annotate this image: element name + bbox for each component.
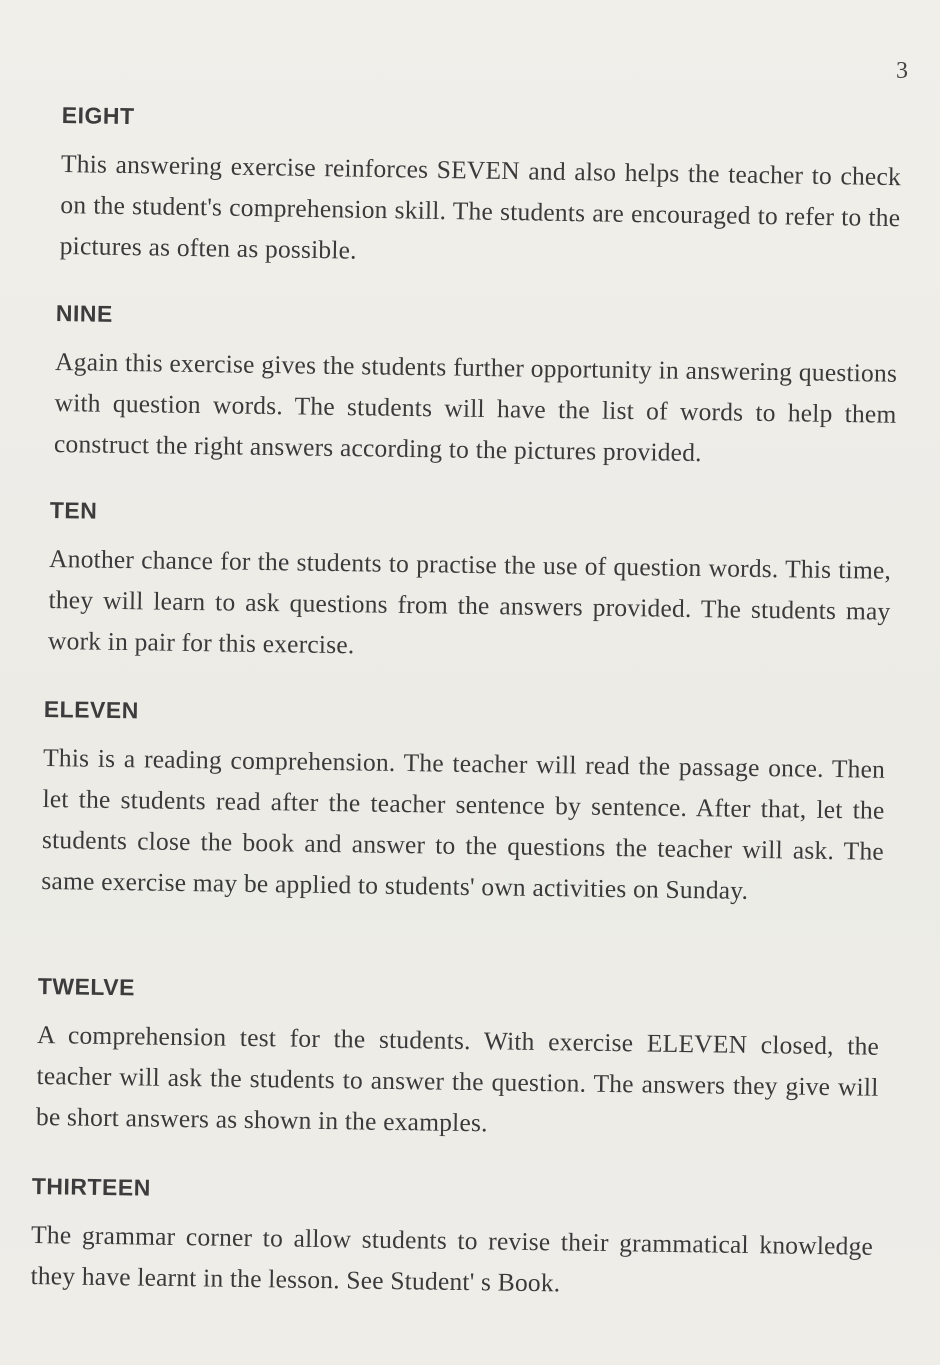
section-thirteen (30, 1173, 874, 1308)
section-text: Another chance for the students to practise the use of question words. This time, they will learn to ask questions from the answers provided. The students may work in pair for this exercise. (47, 543, 892, 660)
section-heading: TEN (49, 497, 98, 524)
section-text: This answering exercise reinforces SEVEN and also helps the teacher to check on the student's comprehension skill. The students are encouraged to refer to the pictures as often as possible. (59, 148, 902, 265)
section-heading: THIRTEEN (31, 1173, 151, 1201)
section-text: Again this exercise gives the students further opportunity in answering questions with question words. The students will have the list of words to help them construct the right answers according to the pictures provided. (53, 346, 898, 468)
section-heading: TWELVE (37, 973, 136, 1001)
section-text: This is a reading comprehension. The teacher will read the passage once. Then let the students read after the teacher sentence by sentence. After that, let the students close the book and answer to the questions the teacher will ask. The same exercise may be applied to students' own activities on Sunday. (41, 742, 886, 905)
section-text: The grammar corner to allow students to revise their grammatical knowledge they have learnt in the lesson. See Student' s Book. (30, 1219, 874, 1298)
section-eight (59, 102, 901, 279)
page-number: 3 (896, 58, 908, 84)
section-heading: EIGHT (61, 102, 135, 130)
section-text: A comprehension test for the students. With exercise ELEVEN closed, the teacher will ask the students to answer the question. The answers they give will be short answers as shown in the examples. (35, 1019, 880, 1138)
section-heading: ELEVEN (43, 696, 140, 724)
section-heading: NINE (55, 300, 113, 327)
section-nine (54, 300, 898, 476)
section-twelve (36, 973, 880, 1149)
section-ten (48, 497, 892, 673)
section-eleven (41, 696, 886, 913)
